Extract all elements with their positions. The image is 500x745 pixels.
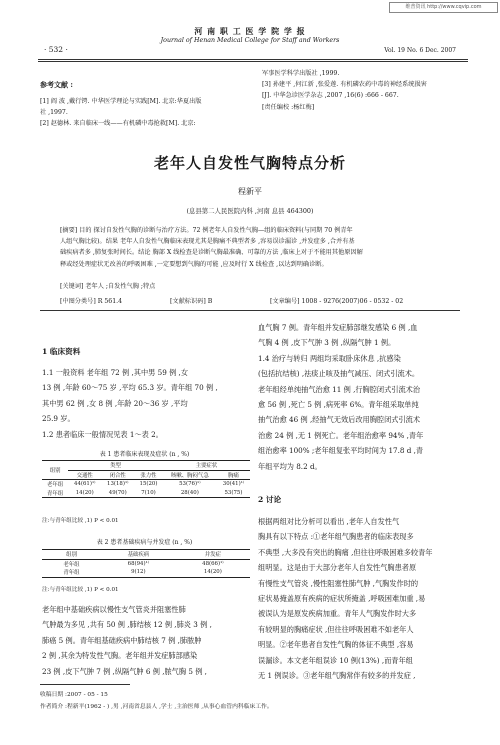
table-header: 并发症 (204, 552, 221, 559)
table-cell: 28(40) (180, 490, 199, 497)
text-line: 老年组中基础疾病以慢性支气管炎并阻塞性肺 (42, 605, 186, 614)
page-number: · 532 · (44, 45, 68, 54)
table-header: 主要症状 (163, 461, 250, 471)
text-line: 不典型 ,大多没有突出的胸痛 ,但往往呼吸困难多较青年 (258, 547, 433, 557)
table-header: 闭合性 (109, 472, 126, 479)
text-line: 被误认为是原发疾病加重。青年人气胸发作时大多 (258, 609, 417, 619)
left-para-1 (42, 365, 252, 442)
text-line: (包括抗结核) ,祛痰止咳及抽气减压、闭式引流术。 (258, 369, 420, 379)
text-line: 1.4 治疗与转归 两组均采取卧床休息 ,抗感染 (258, 353, 401, 363)
table-cell: 老年组 (63, 561, 80, 568)
table-cell: 青年组 (63, 570, 80, 577)
text-line: 血气胸 7 例。青年组并发症肺部继发感染 6 例 ,血 (258, 323, 418, 332)
header-rule-thin (38, 61, 468, 62)
text-line: 13 例 ,年龄 60～75 岁 ,平均 65.3 岁。青年组 70 例 , (42, 383, 218, 393)
table-row (42, 489, 250, 498)
text-line: 有较明显的胸痛症状 ,但往往呼吸困难不如老年人 (258, 624, 414, 634)
class-number: [中图分类号] R 561.4 (60, 298, 123, 305)
journal-title-cn: 河 南 职 工 医 学 院 学 报 (194, 26, 306, 36)
table-header: 组别 (66, 552, 77, 559)
table-1 (42, 460, 250, 498)
table-cell: 9(12) (131, 569, 146, 576)
article-number: [文章编号] 1008 - 9276(2007)06 - 0532 - 02 (270, 298, 404, 305)
table-cell: 15(20) (139, 481, 158, 488)
table-2-caption: 表 2 患者基础疾病与并发症 (n , %) (96, 539, 193, 546)
document-code: [文献标识码] B (170, 298, 213, 305)
table-row (42, 568, 250, 577)
reference-line: 军事医学科学出版社 ,1999. (262, 70, 340, 77)
text-line: 治愈 24 例 ,无 1 例死亡。老年组治愈率 94% ,青年 (258, 430, 424, 440)
received-date: 收稿日期 :2007 - 05 - 15 (40, 692, 108, 698)
text-line: 误漏诊。本文老年组误诊 10 例(13%) ,而青年组 (258, 655, 413, 665)
table-cell: 老年组 (47, 482, 64, 489)
abstract-line: 人组气胸比较)。结果 老年人自发性气胸临床表现尤其是胸痛不典型者多 ,容易误诊漏诊 ,并发症多 ,合并有基 (60, 238, 355, 246)
text-line: 年组平均为 8.2 d。 (258, 461, 322, 471)
abstract-line: 释或经处理症状无改善的呼吸困难 ,一定要想到气胸的可能 ,应及时行 X 线检查 ,以达到明确诊断。 (60, 260, 328, 268)
text-line: 23 例 ,皮下气肿 7 例 ,纵隔气肿 6 例 ,脓气胸 5 例 , (42, 666, 207, 676)
text-line: 组治愈率 100% ;老年组复张平均时间为 17.8 d ,青 (258, 446, 424, 456)
reference-line: [3] 孙建平 ,何江新 ,张爱莲. 有机磷农药中毒的神经系统损害 (262, 81, 427, 89)
text-line: 无 1 例误诊。③老年组气胸常伴有较多的并发症 , (258, 671, 416, 681)
article-title: 老年人自发性气胸特点分析 (153, 154, 346, 172)
table-cell: 53(75) (224, 490, 243, 497)
text-line: 组明显。这是由于大部分老年人自发性气胸患者原 (258, 563, 417, 573)
right-para-2 (258, 514, 476, 683)
table-row (42, 480, 250, 489)
table-header: 类型 (68, 461, 163, 471)
watermark-label: 维普资讯 http://www.cqvip.com (389, 2, 498, 13)
text-line: 症状易掩盖原有疾病的症状所掩盖 ,呼吸困难加重 ,易 (258, 594, 426, 604)
references-list-right (262, 69, 467, 114)
text-line: 胸具有以下特点 :①老年组气胸患者的临床表现多 (258, 532, 414, 542)
references-list-left (40, 97, 250, 131)
table-header: 咳嗽、胸闷气急 (170, 472, 209, 479)
table-2-note: 注:与青年组比较 ,1) P < 0.01 (42, 587, 119, 593)
text-line: 25.9 岁。 (42, 414, 75, 424)
table-header: 张力性 (140, 472, 157, 479)
table-1-note: 注:与青年组比较 ,1) P < 0.01 (42, 518, 119, 524)
text-line: 明显。②老年患者自发性气胸的体征不典型 ,容易 (258, 640, 414, 650)
reference-line: [1] 阎 波 ,戴行锷. 中华医学理论与实践[M]. 北京:华夏出版 (40, 98, 202, 105)
section-2-heading: 2 讨论 (258, 495, 282, 504)
text-line: 气胸 4 例 ,皮下气肿 3 例 ,纵隔气肿 1 例。 (258, 338, 396, 348)
table-cell: 44(61)¹⁾ (74, 481, 96, 488)
table-cell: 53(76)¹⁾ (179, 481, 201, 488)
references-heading: 参考文献 : (40, 80, 74, 89)
table-cell: 青年组 (47, 491, 64, 498)
text-line: 其中男 62 例 ,女 8 例 ,年龄 20～36 岁 ,平均 (42, 398, 188, 408)
table-cell: 48(66)¹⁾ (202, 560, 224, 567)
article-affiliation: (息县第二人民医院内科 ,河南 息县 464300) (186, 207, 314, 215)
keywords: [关键词] 老年人 ;自发性气胸 ;特点 (60, 283, 156, 290)
table-header: 基础疾病 (127, 552, 150, 559)
volume-info: Vol. 19 No. 6 Dec. 2007 (384, 47, 456, 54)
reference-line: 社 ,1997. (40, 109, 68, 117)
abstract (60, 225, 440, 270)
table-1-caption: 表 1 患者临床表现及症状 (n , %) (99, 451, 190, 458)
table-cell: 49(70) (108, 490, 127, 497)
editor-credit: [责任编校 :杨红梅] (262, 103, 315, 111)
table-cell: 7(10) (141, 490, 156, 497)
table-cell: 68(94)¹⁾ (127, 560, 150, 567)
text-line: 肺癌 5 例。青年组基础疾病中肺结核 7 例 ,肺脓肿 (42, 635, 202, 645)
table-cell: 13(18)¹⁾ (107, 481, 129, 488)
left-para-2 (42, 602, 254, 679)
text-line: 2 例 ,其余为特发性气胸。老年组并发症肺部感染 (42, 651, 198, 661)
text-line: 气肿最为多见 ,共有 50 例 ,肺结核 12 例 ,肺炎 3 例 , (42, 620, 212, 630)
text-line: 有慢性支气管炎 ,慢性阻塞性肺气肿 ,气胸发作时的 (258, 578, 419, 588)
text-line: 老年组经单纯抽气治愈 11 例 ,行胸腔闭式引流术治 (258, 384, 421, 394)
table-header: 交通性 (76, 472, 93, 479)
text-line: 抽气治愈 46 例 ,经抽气无效后改用胸腔闭式引流术 (258, 415, 421, 425)
table-2 (42, 549, 250, 578)
text-line: 1.1 一般资料 老年组 72 例 ,其中男 59 例 ,女 (42, 368, 189, 377)
article-author: 程新平 (238, 187, 262, 196)
author-info: 作者简介 :程新平(1962 - ) ,男 ,河南省息县人 ,学士 ,主治医师 ,从事心血管内科临床工作。 (40, 704, 273, 710)
footnote-rule (40, 684, 130, 685)
text-line: 愈 56 例 ,死亡 5 例 ,病死率 6%。青年组采取单纯 (258, 400, 419, 410)
table-header: 胸痛 (228, 472, 239, 479)
header-rule (38, 59, 468, 60)
reference-line: [J]. 中华急诊医学杂志 ,2007 ,16(6) :666 - 667. (262, 92, 399, 100)
abstract-line: [摘要] 目的 探讨自发性气胸的诊断与治疗方法。72 例老年人自发性气胸—组的临床资料(与同期 70 例青年 (60, 227, 353, 234)
table-cell: 30(41)¹⁾ (222, 481, 245, 488)
section-1-heading: 1 临床资料 (42, 347, 81, 356)
table-cell: 14(20) (75, 490, 94, 497)
abstract-line: 础疾病者多 ,肺复张时间长。结论 胸部 X 线检查是诊断气胸最准确、可靠的方法 ,临床上对于不能用其他原因解 (60, 249, 363, 257)
journal-title-en: Journal of Henan Medical College for Staff and Workers (160, 37, 340, 44)
abstract-rule (40, 310, 460, 311)
text-line: 根据两组对比分析可以看出 ,老年人自发性气 (258, 517, 400, 526)
right-para-1 (258, 320, 473, 474)
text-line: 1.2 患者临床一般情况见表 1～表 2。 (42, 429, 163, 439)
reference-line: [2] 赵德林. 来自临床一线——有机磷中毒抢救[M]. 北京: (40, 120, 196, 128)
table-row (42, 559, 250, 568)
table-header: 组别 (42, 461, 68, 480)
table-cell: 14(20) (203, 569, 222, 576)
